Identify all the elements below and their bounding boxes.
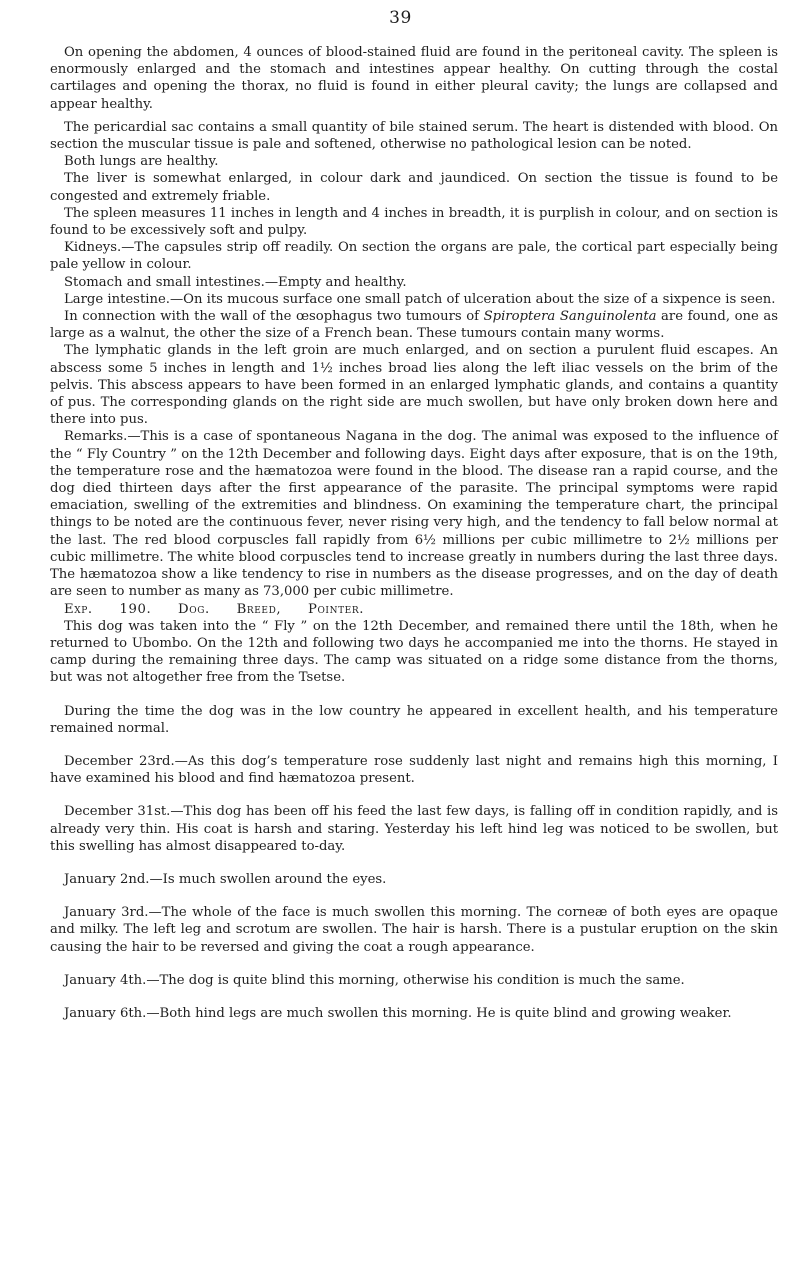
paragraph-large-intestine: Large intestine.—On its mucous surface one small patch of ulceration about the size of a sixpence is seen. bbox=[64, 291, 776, 307]
experiment-heading bbox=[50, 601, 778, 618]
paragraph-stomach: Stomach and small intestines.—Empty and healthy. bbox=[64, 274, 407, 290]
paragraph-pericardial-sac: The pericardial sac contains a small quantity of bile stained serum. The heart is distended with blood. On section the muscular tissue is pale and softened, otherwise no pathological lesion can be noted. bbox=[50, 119, 778, 153]
paragraph-kidneys: Kidneys.—The capsules strip off readily. On section the organs are pale, the cortical part especially being pale yellow in colour. bbox=[50, 240, 778, 273]
experiment-number: Exp. 190. bbox=[64, 601, 152, 617]
paragraph-spleen: The spleen measures 11 inches in length and 4 inches in breadth, it is purplish in colour, and on section is found to be excessively soft and pulpy. bbox=[50, 205, 778, 239]
paragraph-remarks: Remarks.—This is a case of spontaneous Nagana in the dog. The animal was exposed to the influence of the “ Fly Country ” on the 12th December and following days. Eight days after exposure, that is on the 19th, the temperature rose and the hæmatozoa were found in the blood. The disease ran a rapid course, and the dog died thirteen days after the first appearance of the parasite. The principal symptoms were rapid emaciation, swelling of the extremities and blindness. On examining the temperature chart, the principal things to be noted are the continuous fever, never rising very high, and the tendency to fall below normal at the last. The red blood corpuscles fall rapidly from 6½ millions per cubic millimetre to 2½ millions per cubic millimetre. The white blood corpuscles tend to increase greatly in numbers during the last three days. The hæmatozoa show a like tendency to rise in numbers as the disease progresses, and on the day of death are seen to number as many as 73,000 per cubic millimetre. bbox=[50, 429, 778, 600]
note-january-6th: January 6th.—Both hind legs are much swollen this morning. He is quite blind and growing weaker. bbox=[64, 1005, 732, 1021]
note-january-3rd: January 3rd.—The whole of the face is much swollen this morning. The corneæ of both eyes are opaque and milky. The left leg and scrotum are swollen. The hair is harsh. There is a pustular eruption on the skin causing the hair to be reversed and giving the coat a rough appearance. bbox=[50, 905, 778, 955]
paragraph-liver: The liver is somewhat enlarged, in colour dark and jaundiced. On section the tissue is found to be congested and extremely friable. bbox=[50, 171, 778, 204]
note-december-23rd: December 23rd.—As this dog’s temperature rose suddenly last night and remains high this morning, I have examined his blood and find hæmatozoa present. bbox=[50, 753, 778, 787]
paragraph-peritoneal-cavity: On opening the abdomen, 4 ounces of blood-stained fluid are found in the peritoneal cavity. The spleen is enormously enlarged and the stomach and intestines appear healthy. On cutting through the costal cartilages and opening the thorax, no fluid is found in either pleural cavity; the lungs are collapsed and appear healthy. bbox=[50, 45, 778, 112]
paragraph-oesophagus-tumours bbox=[50, 308, 778, 342]
experiment-breed: Breed, Pointer. bbox=[236, 601, 365, 617]
page-number: 39 bbox=[389, 8, 412, 28]
note-low-country-health: During the time the dog was in the low country he appeared in excellent health, and his temperature remained normal. bbox=[50, 703, 778, 736]
tumours-text-before: In connection with the wall of the œsophagus two tumours of bbox=[64, 309, 484, 325]
body-text bbox=[50, 44, 778, 1022]
experiment-animal: Dog. bbox=[178, 601, 210, 617]
note-january-4th: January 4th.—The dog is quite blind this morning, otherwise his condition is much the same. bbox=[64, 972, 685, 988]
note-january-2nd: January 2nd.—Is much swollen around the eyes. bbox=[64, 871, 387, 887]
parasite-name: Spiroptera Sanguinolenta bbox=[483, 309, 657, 325]
tumours-text-after: are found, one as large as a walnut, the other the size of a French bean. These tumours contain many worms. bbox=[50, 309, 779, 342]
paragraph-lungs: Both lungs are healthy. bbox=[64, 154, 219, 170]
note-fly-exposure: This dog was taken into the “ Fly ” on the 12th December, and remained there until the 18th, when he returned to Ubombo. On the 12th and following two days he accompanied me into the thorns. He stayed in camp during the remaining three days. The camp was situated on a ridge some distance from the thorns, but was not altogether free from the Tsetse. bbox=[50, 618, 778, 686]
note-december-31st: December 31st.—This dog has been off his feed the last few days, is falling off in condition rapidly, and is already very thin. His coat is harsh and staring. Yesterday his left hind leg was noticed to be swollen, but this swelling has almost disappeared to-day. bbox=[50, 804, 778, 854]
paragraph-lymphatic-glands: The lymphatic glands in the left groin are much enlarged, and on section a purulent fluid escapes. An abscess some 5 inches in length and 1½ inches broad lies along the left iliac vessels on the brim of the pelvis. This abscess appears to have been formed in an enlarged lymphatic glands, and contains a quantity of pus. The corresponding glands on the right side are much swollen, but have only broken down here and there into pus. bbox=[50, 343, 778, 428]
